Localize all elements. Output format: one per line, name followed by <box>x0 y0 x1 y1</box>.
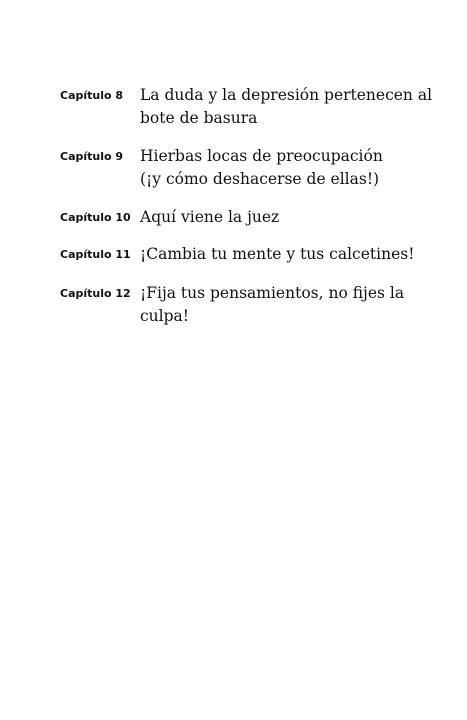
chapter-label: Capítulo 11 <box>60 248 131 261</box>
chapter-title-line: La duda y la depresión pertenecen al <box>140 86 433 104</box>
chapter-title <box>140 243 414 266</box>
chapter-label: Capítulo 12 <box>60 287 131 300</box>
toc-entry-chapter-8 <box>60 84 432 130</box>
chapter-title <box>140 206 279 229</box>
chapter-title-line: ¡Cambia tu mente y tus calcetines! <box>140 245 415 263</box>
chapter-label: Capítulo 9 <box>60 150 124 163</box>
toc-entry-chapter-10 <box>60 206 279 229</box>
chapter-title-line: (¡y cómo deshacerse de ellas!) <box>140 170 380 188</box>
chapter-label: Capítulo 10 <box>60 211 131 224</box>
chapter-title-line: ¡Fija tus pensamientos, no fijes la <box>140 284 405 302</box>
chapter-title <box>140 282 404 328</box>
chapter-label: Capítulo 8 <box>60 89 124 102</box>
chapter-title-line: culpa! <box>140 307 190 325</box>
chapter-title <box>140 145 383 191</box>
chapter-title-line: Hierbas locas de preocupación <box>140 147 383 165</box>
toc-entry-chapter-9 <box>60 145 383 191</box>
chapter-title <box>140 84 432 130</box>
chapter-title-line: Aquí viene la juez <box>140 208 280 226</box>
toc-entry-chapter-12 <box>60 282 404 328</box>
toc-entry-chapter-11 <box>60 243 414 266</box>
chapter-title-line: bote de basura <box>140 109 258 127</box>
